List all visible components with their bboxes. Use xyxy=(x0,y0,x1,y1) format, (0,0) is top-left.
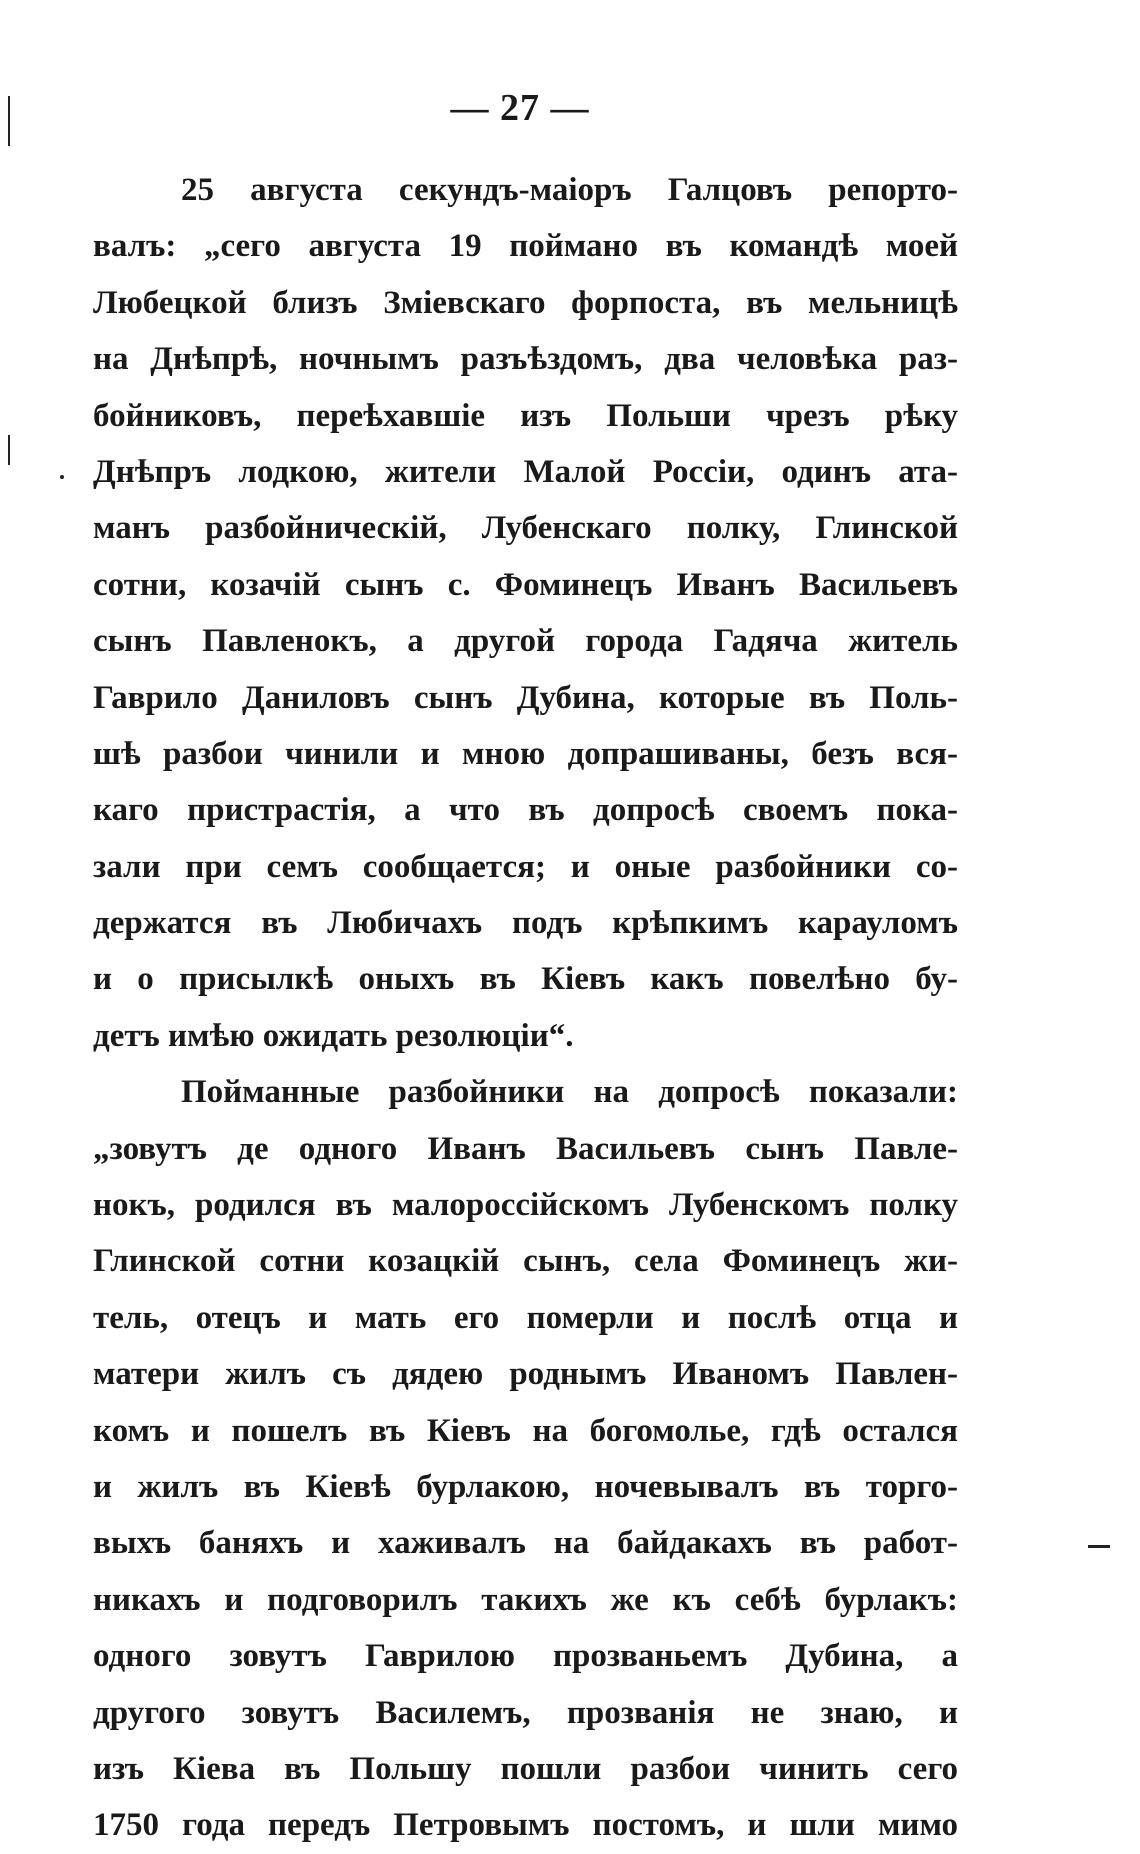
text-line: нокъ, родился въ малороссійскомъ Лубенскомъ полку xyxy=(93,1187,958,1224)
text-line: комъ и пошелъ въ Кіевъ на богомолье, гдѣ остался xyxy=(93,1412,958,1449)
paragraph-1 xyxy=(93,162,958,1064)
text-line: сынъ Павленокъ, а другой города Гадяча житель xyxy=(93,623,958,660)
text-line: тель, отецъ и мать его померли и послѣ отца и xyxy=(93,1299,958,1336)
text-line: сотни, козачій сынъ с. Фоминецъ Иванъ Васильевъ xyxy=(93,566,958,603)
body-text xyxy=(93,162,958,1854)
text-line: матери жилъ съ дядею роднымъ Иваномъ Павлен- xyxy=(93,1356,958,1393)
text-line: бойниковъ, переѣхавшіе изъ Польши чрезъ рѣку xyxy=(93,397,958,434)
text-line: выхъ баняхъ и хаживалъ на байдакахъ въ работ- xyxy=(93,1525,958,1562)
text-line: другого зовутъ Василемъ, прозванія не знаю, и xyxy=(93,1694,958,1731)
text-line: 1750 года передъ Петровымъ постомъ, и шли мимо xyxy=(93,1807,958,1844)
text-line: зали при семъ сообщается; и оные разбойники со- xyxy=(93,848,958,885)
margin-dot xyxy=(60,475,64,479)
text-line: одного зовутъ Гаврилою прозваньемъ Дубина, а xyxy=(93,1638,958,1675)
text-line: Любецкой близъ Зміевскаго форпоста, въ мельницѣ xyxy=(93,284,958,321)
text-line: „зовутъ де одного Иванъ Васильевъ сынъ Павле- xyxy=(93,1130,958,1167)
text-line: изъ Кіева въ Польшу пошли разбои чинить сего xyxy=(93,1750,958,1787)
paragraph-2 xyxy=(93,1064,958,1853)
text-line: валъ: „сего августа 19 поймано въ командѣ моей xyxy=(93,228,958,265)
text-line: детъ имѣю ожидать резолюціи“. xyxy=(93,1017,574,1054)
text-line: никахъ и подговорилъ такихъ же къ себѣ бурлакъ: xyxy=(93,1581,958,1618)
text-line: Гаврило Даниловъ сынъ Дубина, которые въ Поль- xyxy=(93,679,958,716)
text-line: манъ разбойническій, Лубенскаго полку, Глинской xyxy=(93,510,958,547)
margin-mark xyxy=(8,435,10,465)
text-line: 25 августа секундъ-маіоръ Галцовъ репорто- xyxy=(181,172,958,208)
text-line: Пойманные разбойники на допросѣ показали: xyxy=(181,1074,958,1111)
margin-mark xyxy=(1088,1545,1110,1548)
text-line: Глинской сотни козацкій сынъ, села Фоминецъ жи- xyxy=(93,1243,958,1280)
text-line: и о присылкѣ оныхъ въ Кіевъ какъ повелѣно бу- xyxy=(93,961,958,998)
text-line: держатся въ Любичахъ подъ крѣпкимъ карауломъ xyxy=(93,905,958,942)
text-line: на Днѣпрѣ, ночнымъ разъѣздомъ, два человѣка раз- xyxy=(93,341,958,378)
text-line: Днѣпръ лодкою, жители Малой Россіи, одинъ ата- xyxy=(93,453,958,490)
text-line: каго пристрастія, а что въ допросѣ своемъ пока- xyxy=(93,792,958,829)
text-line: и жилъ въ Кіевѣ бурлакою, ночевывалъ въ торго- xyxy=(93,1468,958,1505)
page-number: — 27 — xyxy=(450,87,590,129)
text-line: шѣ разбои чинили и мною допрашиваны, безъ вся- xyxy=(93,735,958,772)
